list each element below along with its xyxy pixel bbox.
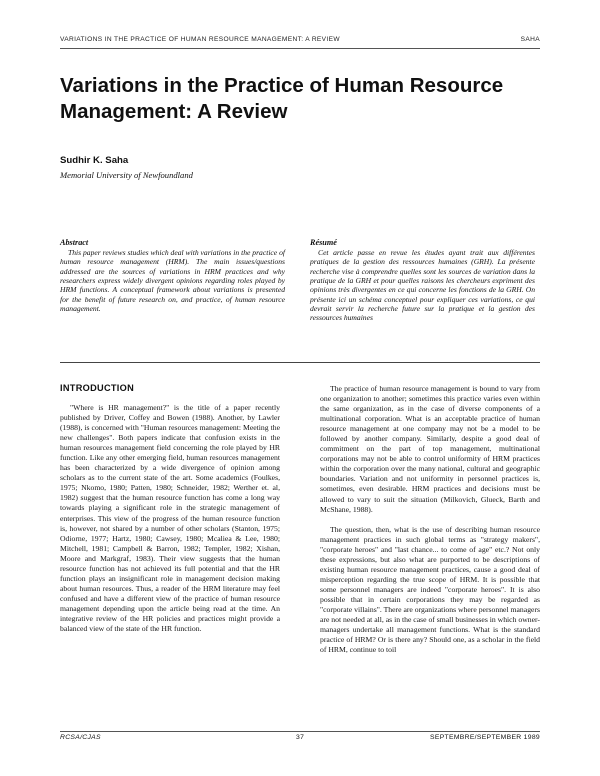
introduction-paragraph-1: "Where is HR management?" is the title of a paper recently published by Driver, Coffey and Bowen (1988). Another, by Lawler (1988), is concerned with "Human resources management: Meeting the new challenges". Both papers indicate that confusion exists in the human resources management field concerning the role played by HR function. Like any other emerging field, human resources management has been characterized by a wide divergence of opinion among scholars as to the current state of the art. Some academics (Foulkes, 1975; Nkomo, 1980; Patten, 1980; Schneider, 1982; Werther et. al, 1982) suggest that the human resource function has come a long way towards playing a significant role in the strategic management of enterprises. This view of the progress of the human resource function is, however, not shared by a number of other scholars (Stanton, 1975; Odiorne, 1977; Hartz, 1980; Cawsey, 1980; Mcaliea & Lee, 1980; Mitchell, 1981; Campbell & Barron, 1982; Templer, 1982; Xishan, Moore and Markgraf, 1983). Their view suggests that the human resource function has not achieved its full potential and that the HR function plays an insignificant role in management decision making about human resources. Thus, a reader of the HRM literature may feel confused and have a different view of the practice of human resource management depending upon the article being read at the time. An integrative review of the HR policies and practices might provide a balanced view of the state of the HR function. <box>60 403 280 634</box>
header-divider <box>60 48 540 49</box>
author-name: Sudhir K. Saha <box>60 155 129 166</box>
abstract-english <box>60 238 285 313</box>
running-head-author: SAHA <box>520 36 540 43</box>
journal-name: RCSA/CJAS <box>60 734 101 741</box>
abstract-heading: Abstract <box>60 238 89 247</box>
abstract-french <box>310 238 535 323</box>
introduction-paragraph-2: The practice of human resource management is bound to vary from one organization to another; sometimes this practice varies even within the same organization, as in the case of diverse components of a multinational corporation. What is an acceptable practice of human resource management at one company may not be a model to be followed by another company. Similarly, despite a good deal of commitment on the part of top management, multinational corporations may not be able to control uniformity of HRM practices within the corporation over the many national, cultural and geographic boundaries. Variation and not uniformity in personnel practices is, sometimes, even desirable. HRM practices and decisions must be allowed to vary to suit the situation (Milkovich, Glueck, Barth and McShane, 1988). <box>320 384 540 514</box>
page-number: 37 <box>296 734 305 741</box>
resume-heading: Résumé <box>310 238 337 247</box>
running-head-title: VARIATIONS IN THE PRACTICE OF HUMAN RESOURCE MANAGEMENT: A REVIEW <box>60 36 340 43</box>
section-divider <box>60 362 540 363</box>
introduction-heading: INTRODUCTION <box>60 383 135 393</box>
introduction-paragraph-3: The question, then, what is the use of describing human resource management practices in such global terms as "strategy makers", "corporate heroes" and "last chance... to come of age" etc.? Not only these expressions, but also what are purported to be descriptions of existing human resource management practices, cause a good deal of misperception regarding the true scope of HRM. It is possible that some personnel managers are indeed "corporate heroes". It is also possible that in certain corporations they may be regarded as "corporate villains". There are organizations where personnel managers are not needed at all, as in the case of small businesses in which owner-managers undertake all management functions. What is the standard practice of HRM? Or is there any? Should one, as a scholar in the field of HRM, continue to toil <box>320 524 540 655</box>
left-column <box>60 383 280 634</box>
page-footer <box>60 734 540 746</box>
resume-text: Cet article passe en revue les études ayant trait aux différentes pratiques de la gestion des ressources humaines (GRH). La présente recherche vise à comprendre quelles sont les sources de variation dans la pratique de la GRH et pour quelles raisons les chercheurs expriment des opinions très divergentes en ce qui concerne les fonctions de la GRH. On présente ici un schéma conceptuel pour expliquer ces variations, ce qui devrait servir la recherche future sur la pratique et la gestion des ressources humaines <box>310 248 535 323</box>
running-head <box>60 36 540 48</box>
footer-divider <box>60 731 540 732</box>
author-affiliation: Memorial University of Newfoundland <box>60 170 193 180</box>
issue-date: SEPTEMBRE/SEPTEMBER 1989 <box>430 734 540 741</box>
article-title: Variations in the Practice of Human Resource Management: A Review <box>60 74 504 123</box>
right-column <box>320 384 540 655</box>
abstract-text: This paper reviews studies which deal with variations in the practice of human resource management (HRM). The main issues/questions addressed are the sources of variations in HRM practices and why researchers express widely divergent opinions regarding roles played by HRM functions. A conceptual framework about variations is presented for the benefit of future research on, and practice, of human resource management. <box>60 248 285 314</box>
